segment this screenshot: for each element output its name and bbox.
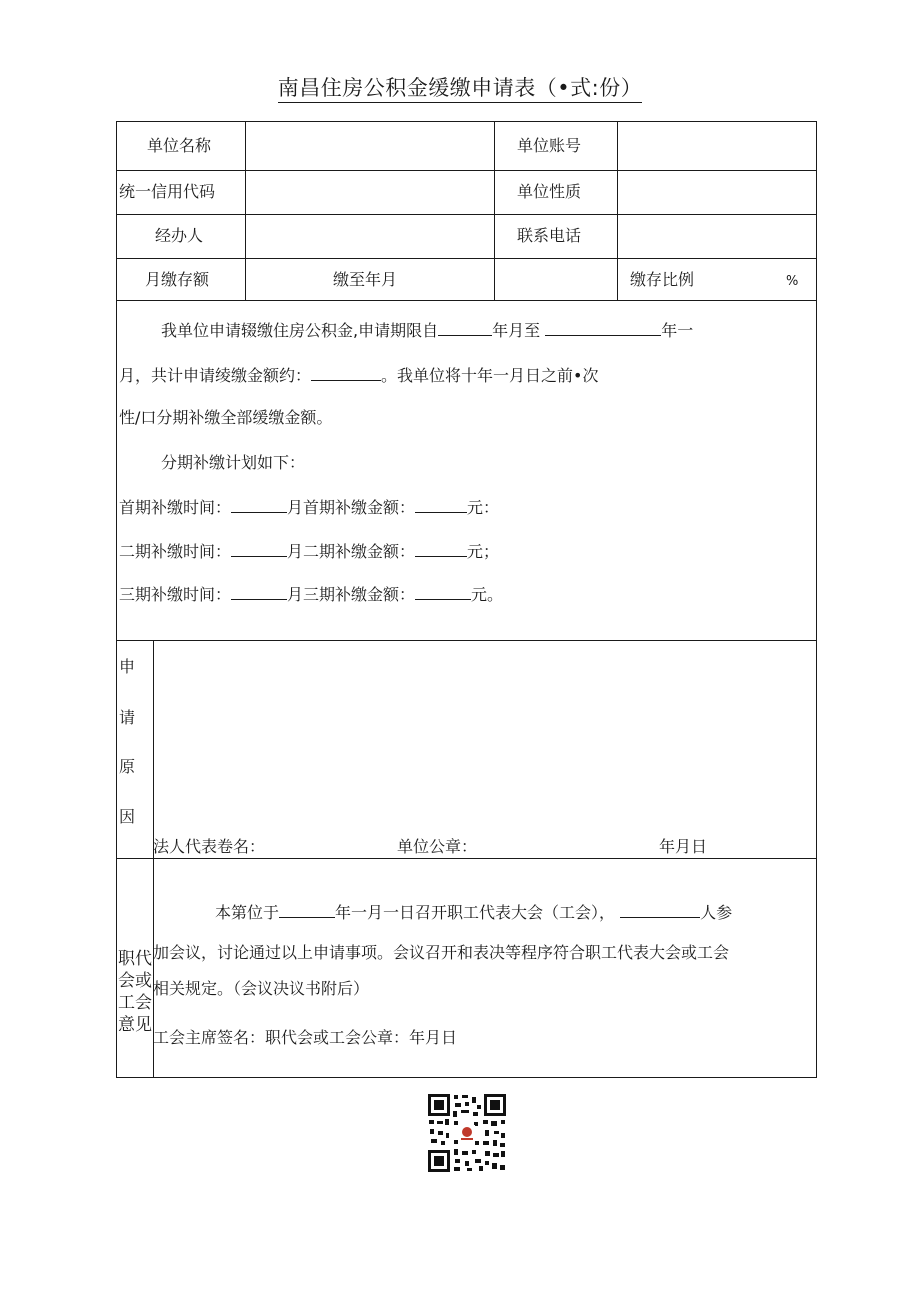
col-divider	[153, 640, 154, 1077]
row-divider	[117, 170, 816, 171]
union-signature: 工会主席签名：职代会或工会公章：年月日	[153, 1028, 458, 1047]
unit-nature-label: 单位性质	[517, 182, 582, 201]
application-line-3: 性/口分期补缴全部缓缴金额。	[119, 408, 333, 427]
reason-label-char: 原	[119, 757, 136, 776]
reason-label-char: 因	[119, 807, 136, 826]
union-line-2: 加会议，讨论通过以上申请事项。会议召开和表决等程序符合职工代表大会或工会	[153, 943, 730, 962]
monthly-deposit-label: 月缴存额	[145, 270, 210, 289]
credit-code-label: 统一信用代码	[119, 182, 216, 201]
application-line-2: 月，共计申请绫缴金额约： 。我单位将十年一月日之前•次	[119, 366, 599, 385]
unit-seal: 单位公章：	[397, 837, 478, 856]
installment-row: 二期补缴时间： 月二期补缴金额： 元；	[119, 542, 500, 561]
application-form	[116, 121, 817, 1078]
installment-row: 首期补缴时间： 月首期补缴金额： 元：	[119, 498, 500, 517]
reason-label-char: 请	[119, 708, 136, 727]
percent-unit: %	[786, 274, 799, 289]
row-divider	[117, 214, 816, 215]
row-divider	[117, 858, 816, 859]
handler-label: 经办人	[155, 226, 204, 245]
col-divider	[617, 122, 618, 300]
phone-label: 联系电话	[517, 226, 582, 245]
unit-name-label: 单位名称	[147, 136, 212, 155]
union-line-3: 相关规定。（会议决议书附后）	[153, 979, 370, 998]
plan-heading: 分期补缴计划如下：	[161, 453, 306, 472]
application-line-1: 我单位申请辍缴住房公积金,申请期限自 年月至 年一	[161, 321, 694, 340]
unit-account-label: 单位账号	[517, 136, 582, 155]
col-divider	[494, 122, 495, 300]
installment-row: 三期补缴时间： 月三期补缴金额： 元。	[119, 585, 504, 604]
row-divider	[117, 640, 816, 641]
union-opinion-label: 职代会或工会意见	[118, 949, 152, 1035]
row-divider	[117, 258, 816, 259]
reason-label-char: 申	[119, 657, 136, 676]
union-line-1: 本第位于 年一月一日召开职工代表大会（工会）， 人参	[215, 903, 733, 922]
reason-date: 年月日	[659, 837, 708, 856]
row-divider	[117, 300, 816, 301]
legal-rep-signature: 法人代表卷名：	[153, 837, 266, 856]
col-divider	[245, 122, 246, 300]
form-title: 南昌住房公积金缓缴申请表（•式:份）	[0, 72, 920, 102]
qr-code-icon	[427, 1093, 507, 1173]
deposit-ratio-label: 缴存比例	[630, 270, 695, 289]
paid-until-label: 缴至年月	[333, 270, 398, 289]
